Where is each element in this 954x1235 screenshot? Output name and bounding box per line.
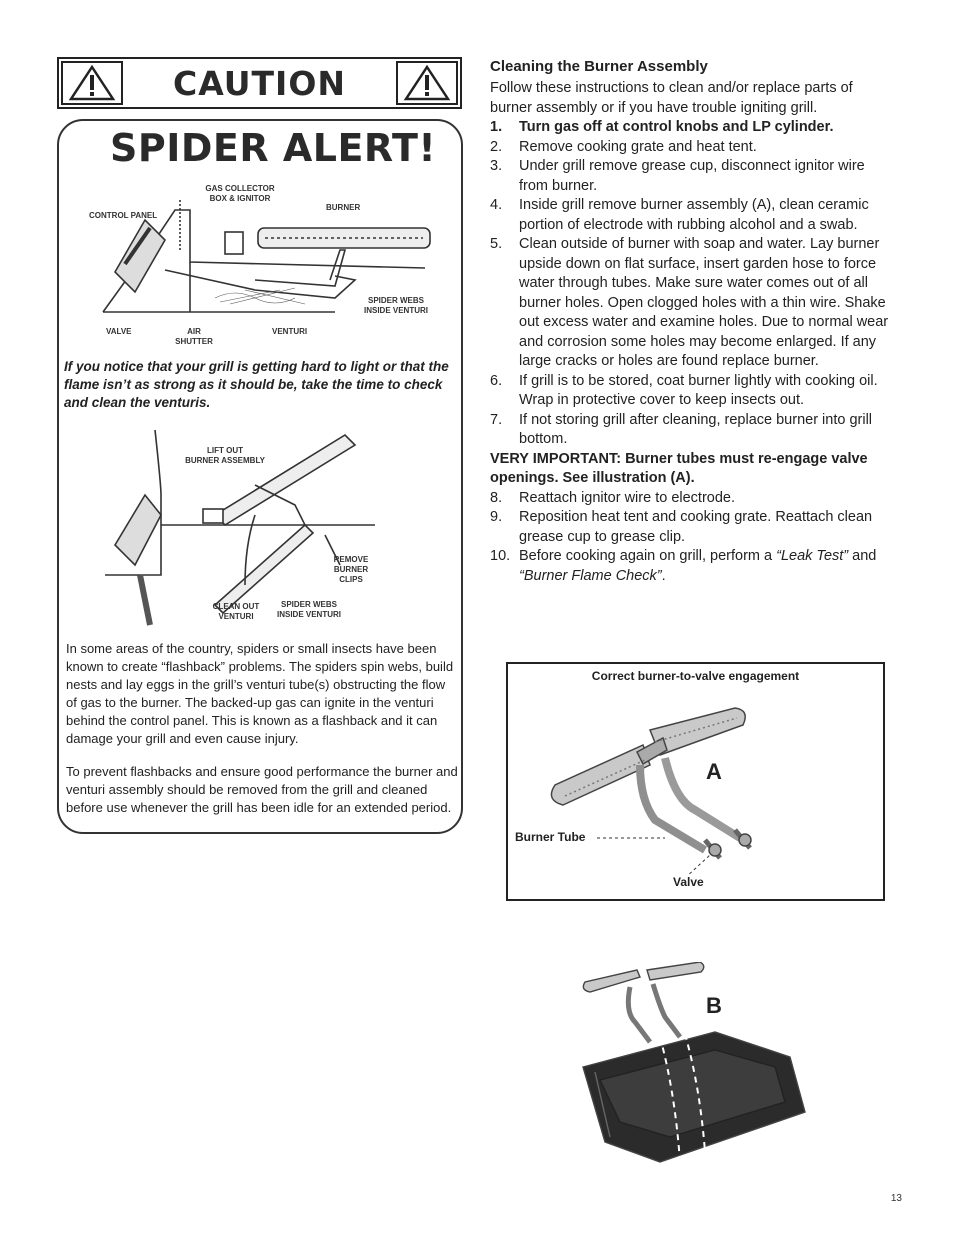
label-lift-out: LIFT OUT BURNER ASSEMBLY — [185, 446, 265, 465]
list-item: 9. Reposition heat tent and cooking grate. Reattach clean grease cup to grease clip. — [490, 509, 873, 545]
list-item: 10. Before cooking again on grill, perform a “Leak Test” and “Burner Flame Check”. — [490, 548, 877, 584]
steps-list — [490, 118, 895, 450]
flashback-paragraph: In some areas of the country, spiders or small insects have been known to create “flashback” problems. The spiders spin webs, build nests and lay eggs in the grill’s venturi tube(s) obstructing the flow of gas to the burner. The backed-up gas can ignite in the venturi behind the control panel. This is known as a flashback and it can damage your grill and even cause injury. — [66, 641, 454, 746]
cleaning-instructions — [490, 79, 895, 586]
list-item: 5. Clean outside of burner with soap and water. Lay burner upside down on flat surface, insert garden hose to force water through tubes. Make sure water comes out of all burner holes. Open clogged holes with a thin wire. Shake out excess water and examine holes. Due to normal wear and corrosion some holes may become enlarged. If any large cracks or holes are found replace burner. — [490, 236, 889, 369]
important-note: VERY IMPORTANT: Burner tubes must re-engage valve openings. See illustration (A). — [490, 450, 868, 486]
prevention-paragraph: To prevent flashbacks and ensure good performance the burner and venturi assembly should be removed from the grill and cleaned before use whenever the grill has been idle for an extended period. — [66, 764, 458, 815]
list-item: 4. Inside grill remove burner assembly (A), clean ceramic portion of electrode with rubbing alcohol and a swab. — [490, 197, 869, 233]
list-item: 2. Remove cooking grate and heat tent. — [490, 138, 757, 155]
label-venturi: VENTURI — [272, 327, 308, 336]
label-gas-collector: GAS COLLECTOR BOX & IGNITOR — [205, 184, 275, 203]
caution-title: CAUTION — [173, 63, 346, 103]
label-remove-clips: REMOVE BURNER CLIPS — [333, 555, 369, 584]
notice-text: If you notice that your grill is getting hard to light or that the flame isn’t as strong as it should be, take the time to check and clean the venturis. — [64, 359, 449, 410]
cleaning-heading: Cleaning the Burner Assembly — [490, 58, 708, 75]
warning-icon — [396, 61, 458, 105]
warning-icon — [61, 61, 123, 105]
list-item: 7. If not storing grill after cleaning, replace burner into grill bottom. — [490, 411, 873, 447]
label-valve: VALVE — [106, 327, 132, 336]
label-burner: BURNER — [326, 203, 361, 212]
spider-alert-title: SPIDER ALERT! — [110, 126, 437, 170]
figure-b-letter: B — [706, 993, 722, 1018]
figure-a-letter: A — [706, 759, 722, 784]
label-burner-tube: Burner Tube — [515, 830, 586, 844]
label-control-panel: CONTROL PANEL — [89, 211, 158, 220]
label-spider-webs-2: SPIDER WEBS INSIDE VENTURI — [276, 600, 341, 619]
list-item: 6. If grill is to be stored, coat burner lightly with cooking oil. Wrap in protective cover to keep insects out. — [490, 372, 878, 408]
list-item: 3. Under grill remove grease cup, disconnect ignitor wire from burner. — [490, 158, 865, 194]
label-valve-a: Valve — [673, 875, 704, 889]
burner-valve-illustration — [545, 690, 845, 875]
caution-banner — [57, 57, 462, 109]
page-number: 13 — [890, 1193, 902, 1204]
figure-a-title: Correct burner-to-valve engagement — [591, 669, 800, 683]
grill-bottom-illustration — [575, 962, 820, 1174]
intro-text: Follow these instructions to clean and/or replace parts of burner assembly or if you have trouble igniting grill. — [490, 80, 853, 116]
steps-list-continued — [490, 489, 895, 587]
label-spider-webs: SPIDER WEBS INSIDE VENTURI — [363, 296, 428, 315]
label-clean-out: CLEAN OUT VENTURI — [212, 602, 260, 621]
list-item: 1. Turn gas off at control knobs and LP cylinder. — [490, 119, 834, 135]
label-air-shutter: AIR SHUTTER — [175, 327, 213, 346]
list-item: 8. Reattach ignitor wire to electrode. — [490, 489, 735, 506]
